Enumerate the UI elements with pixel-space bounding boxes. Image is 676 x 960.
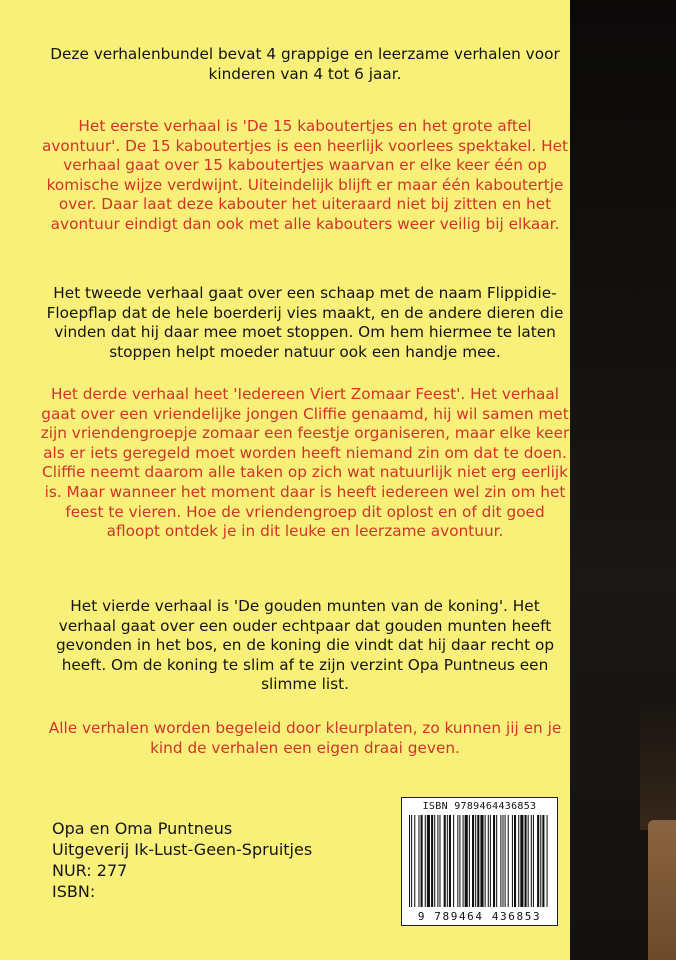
barcode-bar <box>465 815 468 907</box>
background-chair <box>648 820 676 960</box>
barcode-bar <box>475 815 476 907</box>
barcode-bar <box>453 815 454 907</box>
barcode-bar <box>490 815 491 907</box>
barcode-bar <box>537 815 539 907</box>
nur-line: NUR: 277 <box>52 861 128 880</box>
barcode-bar <box>421 815 423 907</box>
barcode-bar <box>469 815 470 907</box>
barcode-bar <box>500 815 501 907</box>
closing-paragraph: Alle verhalen worden begeleid door kleurplaten, zo kunnen jij en je kind de verhalen een eigen draai geven. <box>48 719 562 757</box>
barcode-bar <box>434 815 435 907</box>
barcode-bar <box>425 815 426 907</box>
barcode-bar <box>457 815 458 907</box>
barcode-bar <box>488 815 489 907</box>
barcode-bar <box>431 815 433 907</box>
barcode-bar <box>444 815 446 907</box>
barcode-bar <box>485 815 486 907</box>
story-3-paragraph: Het derde verhaal heet 'Iedereen Viert Zomaar Feest'. Het verhaal gaat over een vriendelijke jongen Cliffie genaamd, hij wil samen met zijn vriendengroepje zomaar een feestje organiseren, maar elke keer als er iets geregeld moet worden heeft niemand zin om dat te doen. Cliffie neemt daarom alle taken op zich wat natuurlijk niet erg eerlijk is. Maar wanneer het moment daar is heeft iedereen wel zin om het feest te vieren. Hoe de vriendengroep dit oplost en of dit goed afloopt ontdek je in dit leuke en leerzame avontuur. <box>40 385 570 541</box>
barcode-bar <box>493 815 495 907</box>
story-4-paragraph: Het vierde verhaal is 'De gouden munten van de koning'. Het verhaal gaat over een ouder echtpaar dat gouden munten heeft gevonden in het bos, en de koning die vindt dat hij daar recht op heeft. Om de koning te slim af te zijn verzint Opa Puntneus een slimme list. <box>55 597 555 694</box>
barcode-bar <box>520 815 523 907</box>
background-shadow <box>640 700 676 830</box>
intro-paragraph: Deze verhalenbundel bevat 4 grappige en leerzame verhalen voor kinderen van 4 tot 6 jaar. <box>50 45 560 83</box>
barcode-bar <box>533 815 534 907</box>
barcode-bars <box>408 815 551 907</box>
barcode-bar <box>502 815 503 907</box>
barcode-bar <box>463 815 464 907</box>
barcode-bar <box>409 815 410 907</box>
barcode-bar <box>447 815 448 907</box>
barcode-bar <box>472 815 474 907</box>
barcode-bar <box>439 815 440 907</box>
barcode-bar <box>411 815 412 907</box>
barcode-bar <box>496 815 497 907</box>
story-2-paragraph: Het tweede verhaal gaat over een schaap met de naam Flippidie-Floepflap dat de hele boerderij vies maakt, en de andere dieren die vinden dat hij daar mee moet stoppen. Om hem hiermee te laten stoppen helpt moeder natuur ook een handje mee. <box>46 284 564 361</box>
author-line: Opa en Oma Puntneus <box>52 819 233 838</box>
barcode-bar <box>547 815 548 907</box>
barcode-bar <box>418 815 419 907</box>
barcode-bar <box>459 815 460 907</box>
barcode-bar <box>518 815 519 907</box>
isbn-line: ISBN: <box>52 882 96 901</box>
barcode-bar <box>540 815 541 907</box>
barcode-bar <box>414 815 415 907</box>
isbn-barcode <box>401 797 558 926</box>
barcode-bar <box>427 815 430 907</box>
barcode-bar <box>531 815 532 907</box>
barcode-bar <box>477 815 479 907</box>
barcode-isbn-text: ISBN 9789464436853 <box>422 801 537 812</box>
barcode-bar <box>528 815 529 907</box>
barcode-bar <box>449 815 451 907</box>
barcode-bar <box>508 815 509 907</box>
barcode-bar <box>525 815 527 907</box>
barcode-bar <box>542 815 544 907</box>
barcode-number: 9 789464 436853 <box>417 910 542 923</box>
publisher-line: Uitgeverij Ik-Lust-Geen-Spruitjes <box>52 840 313 859</box>
barcode-bar <box>505 815 506 907</box>
barcode-bar <box>514 815 516 907</box>
publication-info <box>52 818 312 902</box>
barcode-bar <box>512 815 513 907</box>
barcode-bar <box>480 815 483 907</box>
story-1-paragraph: Het eerste verhaal is 'De 15 kaboutertjes en het grote aftel avontuur'. De 15 kaboutertjes is een heerlijk voorlees spektakel. Het verhaal gaat over 15 kaboutertjes waarvan er elke keer één op komische wijze verdwijnt. Uiteindelijk blijft er maar één kaboutertje over. Daar laat deze kabouter het uiteraard niet bij zitten en het avontuur eindigt dan ook met alle kabouters weer veilig bij elkaar. <box>41 117 569 233</box>
barcode-bar <box>437 815 438 907</box>
